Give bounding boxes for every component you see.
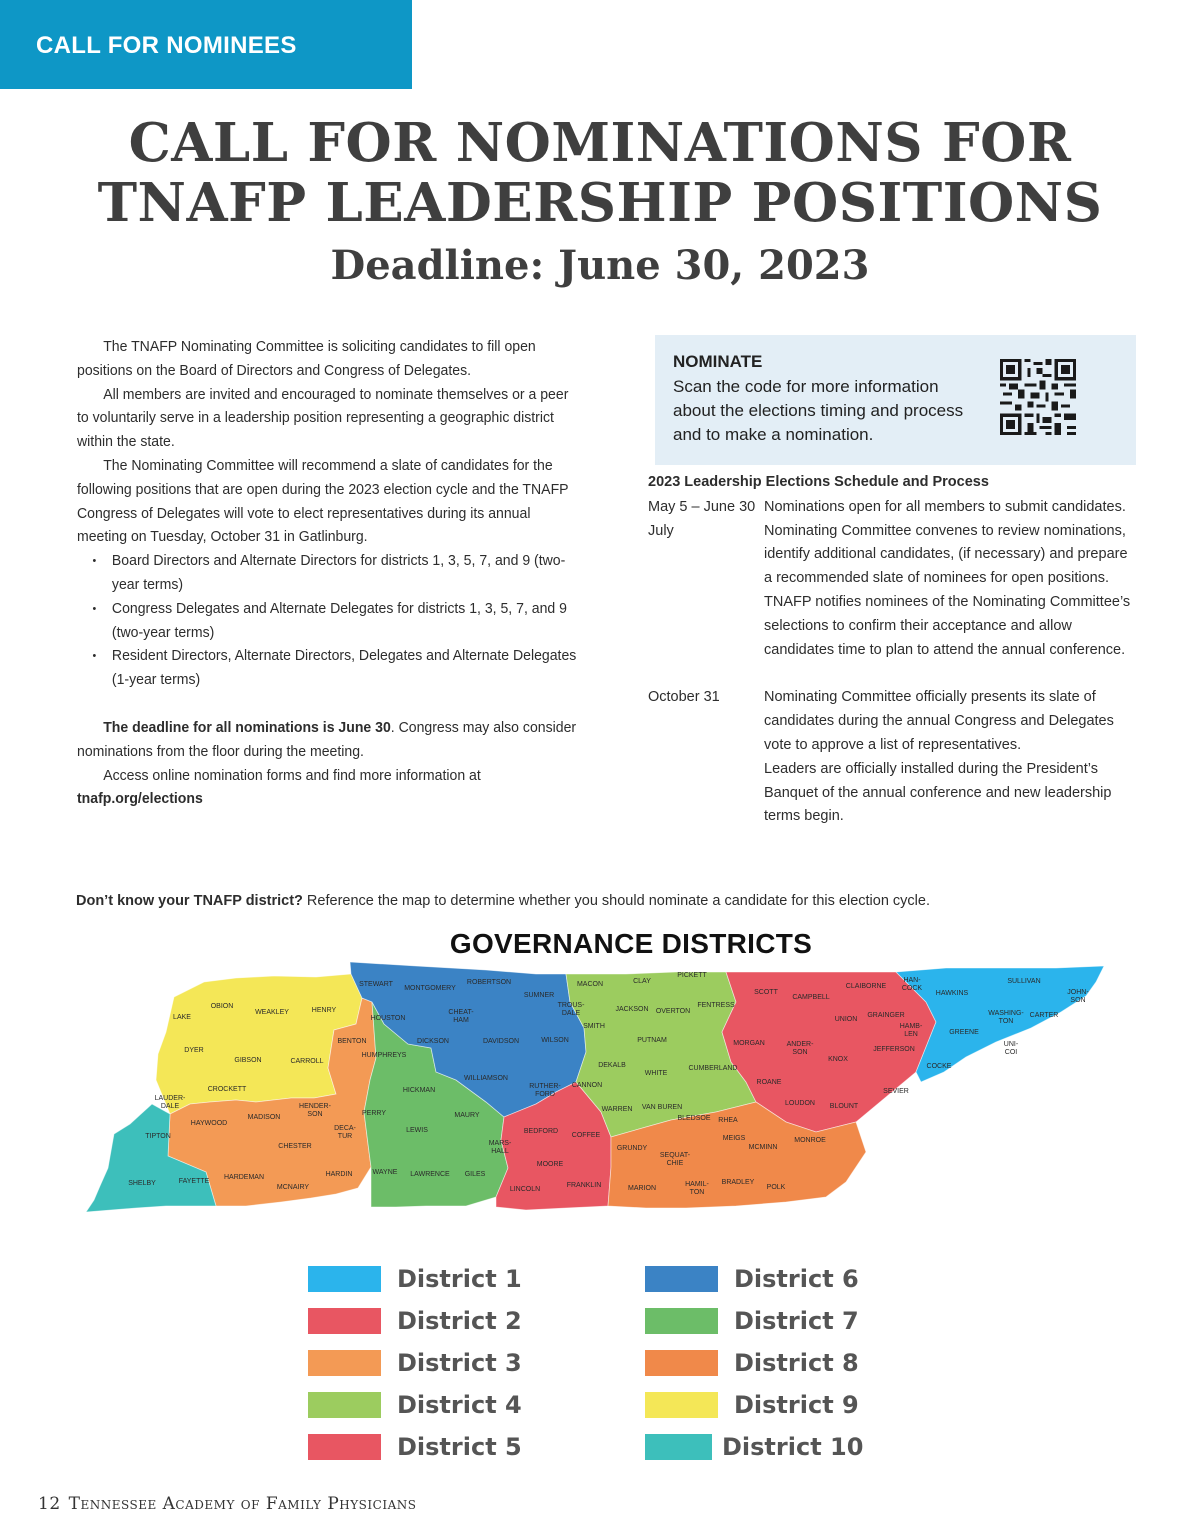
legend-label: District 4 (397, 1391, 522, 1419)
county-label: FRANKLIN (566, 1182, 602, 1189)
intro-paragraph-1: The TNAFP Nominating Committee is soliciting candidates to fill open positions on the Board of Directors and Congress of Delegates. (77, 339, 536, 379)
county-label: RHEA (718, 1117, 738, 1124)
county-label: KNOX (828, 1056, 848, 1063)
county-label: DAVIDSON (482, 1038, 520, 1045)
county-label: MONROE (794, 1137, 826, 1144)
map-note-bold: Don’t know your TNAFP district? (76, 893, 303, 909)
schedule-heading: 2023 Leadership Elections Schedule and Process (648, 474, 989, 490)
county-label: CHEAT-HAM (448, 1009, 474, 1024)
county-label: DICKSON (417, 1038, 449, 1045)
county-label: LINCOLN (509, 1186, 541, 1193)
legend-swatch (645, 1350, 718, 1376)
legend-label: District 5 (397, 1433, 522, 1461)
county-label: JACKSON (615, 1006, 649, 1013)
nominate-heading: NOMINATE (673, 352, 763, 371)
legend-label: District 7 (734, 1307, 859, 1335)
county-label: MARION (628, 1185, 656, 1192)
schedule-text: Leaders are officially installed during the President’s Banquet of the annual conference and new leadership terms begin. (764, 760, 1112, 825)
county-label: MCNAIRY (276, 1184, 310, 1191)
county-label: LAUDER-DALE (154, 1095, 186, 1110)
nominate-callout (655, 335, 1136, 465)
county-label: POLK (766, 1184, 786, 1191)
county-label: WILLIAMSON (464, 1075, 508, 1082)
legend-item (645, 1258, 863, 1300)
county-label: DECA-TUR (334, 1125, 356, 1140)
county-label: COCKE (926, 1063, 952, 1070)
county-label: SHELBY (128, 1180, 156, 1187)
county-label: BLOUNT (829, 1103, 859, 1110)
list-item: • Board Directors and Alternate Directors for districts 1, 3, 5, 7, and 9 (two-year terms) (93, 550, 577, 598)
schedule-text: Nominations open for all members to submit candidates. (764, 498, 1126, 515)
county-label: UNI-COI (1003, 1041, 1019, 1056)
county-label: MARS-HALL (488, 1140, 512, 1155)
county-label: FENTRESS (697, 1002, 735, 1009)
county-label: WAYNE (372, 1169, 398, 1176)
map-note-rest: Reference the map to determine whether you should nominate a candidate for this election cycle. (302, 893, 930, 909)
county-label: HENDER-SON (299, 1103, 331, 1118)
county-label: LAKE (173, 1014, 191, 1021)
map-title: GOVERNANCE DISTRICTS (449, 928, 813, 959)
county-label: BRADLEY (721, 1179, 755, 1186)
legend-swatch (645, 1392, 718, 1418)
legend-label: District 1 (397, 1265, 522, 1293)
legend-label: District 6 (734, 1265, 859, 1293)
schedule-text: Nominating Committee officially presents its slate of candidates during the annual Congress and Delegates vote to approve a list of representatives. (764, 689, 1114, 753)
county-label: ROANE (756, 1079, 782, 1086)
page-title-line-1: CALL FOR NOMINATIONS FOR (128, 112, 1072, 174)
county-label: WEAKLEY (255, 1009, 289, 1016)
deadline-subtitle: Deadline: June 30, 2023 (330, 242, 870, 289)
county-label: OVERTON (655, 1008, 691, 1015)
qr-code-icon[interactable] (1000, 359, 1076, 435)
county-label: COFFEE (571, 1132, 601, 1139)
county-label: HENRY (311, 1007, 337, 1014)
legend-swatch (308, 1392, 381, 1418)
publication-name: Tennessee Academy of Family Physicians (68, 1494, 417, 1514)
legend-item (645, 1342, 863, 1384)
county-label: HUMPHREYS (361, 1052, 407, 1059)
legend-item (308, 1426, 522, 1468)
deadline-bold-text: The deadline for all nominations is June 30 (103, 719, 391, 736)
schedule-date: May 5 – June 30 (648, 498, 756, 515)
legend-swatch (645, 1266, 718, 1292)
county-label: DEKALB (598, 1062, 626, 1069)
county-label: RUTHER-FORD (529, 1083, 561, 1098)
county-label: FAYETTE (178, 1178, 210, 1185)
county-label: MACON (576, 981, 604, 988)
county-label: JOHN-SON (1067, 989, 1089, 1004)
schedule-date: October 31 (648, 689, 720, 706)
legend-label: District 3 (397, 1349, 522, 1377)
county-label: CARTER (1029, 1012, 1059, 1019)
county-label: GILES (464, 1171, 486, 1178)
county-label: HAWKINS (935, 990, 969, 997)
district-legend-right (645, 1258, 863, 1468)
county-label: LAWRENCE (410, 1171, 450, 1178)
county-label: BLEDSOE (677, 1115, 711, 1122)
county-label: PERRY (362, 1110, 386, 1117)
list-item: • Resident Directors, Alternate Directors, Delegates and Alternate Delegates (1-year terms) (93, 645, 577, 693)
legend-swatch (308, 1350, 381, 1376)
intro-paragraph-3: The Nominating Committee will recommend a slate of candidates for the following positions that are open during the 2023 election cycle and the TNAFP Congress of Delegates will vote to elect representatives during its annual meeting on Tuesday, October 31 in Gatlinburg. (77, 457, 569, 546)
schedule-row (648, 686, 1138, 829)
county-label: SEVIER (883, 1088, 909, 1095)
county-label: SEQUAT-CHIE (659, 1152, 691, 1167)
page-title-line-2: TNAFP LEADERSHIP POSITIONS (97, 172, 1103, 234)
legend-swatch (645, 1434, 712, 1460)
county-label: MAURY (454, 1112, 480, 1119)
legend-label: District 10 (722, 1433, 864, 1461)
county-label: HARDEMAN (223, 1174, 265, 1181)
county-label: CLAY (633, 978, 651, 985)
schedule-text: Nominating Committee convenes to review nominations, identify additional candidates, (if necessary) and prepare a recommended slate of nominees for open positions. TNAFP notifies nominees of the Nominating Committee’s selections to confirm their acceptance and allow candidates time to plan to attend the annual conference. (764, 522, 1131, 658)
legend-swatch (308, 1308, 381, 1334)
county-label: WARREN (601, 1106, 633, 1113)
county-label: HAMB-LEN (899, 1023, 923, 1038)
legend-swatch (308, 1266, 381, 1292)
county-label: HAYWOOD (190, 1120, 228, 1127)
intro-paragraph-2: All members are invited and encouraged to nominate themselves or a peer to voluntarily serve in a leadership position representing a geographic district within the state. (77, 386, 569, 451)
legend-item (308, 1384, 522, 1426)
legend-item (645, 1384, 863, 1426)
schedule-row (648, 520, 1138, 663)
legend-item (645, 1426, 863, 1468)
legend-swatch (308, 1434, 381, 1460)
county-label: WASHING-TON (988, 1010, 1024, 1025)
page-footer (38, 1494, 416, 1514)
county-label: HOUSTON (370, 1015, 406, 1022)
intro-column (77, 336, 577, 812)
county-label: MORGAN (733, 1040, 765, 1047)
county-label: TROUS-DALE (557, 1002, 585, 1017)
county-label: TIPTON (145, 1133, 171, 1140)
nominate-text: Scan the code for more information about the elections timing and process and to make a nomination. (673, 377, 964, 444)
county-label: OBION (210, 1003, 234, 1010)
county-label: GRAINGER (867, 1012, 905, 1019)
deadline-paragraph (77, 717, 577, 765)
open-positions-list (93, 550, 577, 693)
access-text: Access online nomination forms and find more information at (103, 767, 481, 784)
county-label: PUTNAM (637, 1037, 667, 1044)
county-label: BENTON (337, 1038, 367, 1045)
county-label: CAMPBELL (792, 994, 830, 1001)
section-tab (0, 0, 412, 89)
county-label: HAN-COCK (901, 977, 923, 992)
legend-item (308, 1258, 522, 1300)
county-label: MEIGS (722, 1135, 746, 1142)
access-paragraph (77, 765, 577, 813)
elections-link[interactable]: tnafp.org/elections (77, 791, 203, 808)
county-label: HAMIL-TON (685, 1181, 709, 1196)
county-label: MCMINN (748, 1144, 778, 1151)
county-label: LOUDON (785, 1100, 815, 1107)
legend-label: District 9 (734, 1391, 859, 1419)
county-label: WHITE (644, 1070, 668, 1077)
legend-label: District 2 (397, 1307, 522, 1335)
county-label: CARROLL (290, 1058, 324, 1065)
county-label: BEDFORD (523, 1128, 559, 1135)
county-label: STEWART (359, 981, 393, 988)
county-label: MOORE (536, 1161, 564, 1168)
legend-label: District 8 (734, 1349, 859, 1377)
county-label: CUMBERLAND (688, 1065, 738, 1072)
county-label: LEWIS (406, 1127, 428, 1134)
county-label: DYER (184, 1047, 204, 1054)
legend-item (308, 1300, 522, 1342)
section-tab-label: CALL FOR NOMINEES (36, 32, 297, 59)
county-label: VAN BUREN (641, 1104, 683, 1111)
county-label: GREENE (949, 1029, 979, 1036)
county-label: GRUNDY (616, 1145, 648, 1152)
legend-item (645, 1300, 863, 1342)
district-legend-left (308, 1258, 522, 1468)
schedule-row (648, 496, 1138, 520)
county-label: SMITH (583, 1023, 605, 1030)
county-label: ANDER-SON (786, 1041, 814, 1056)
county-label: PICKETT (677, 972, 707, 979)
county-label: JEFFERSON (873, 1046, 915, 1053)
county-label: HARDIN (325, 1171, 353, 1178)
county-label: CLAIBORNE (845, 983, 887, 990)
county-label: SULLIVAN (1007, 978, 1041, 985)
county-label: GIBSON (234, 1057, 262, 1064)
county-label: HICKMAN (402, 1087, 436, 1094)
district-9-region (156, 974, 362, 1114)
legend-swatch (645, 1308, 718, 1334)
county-label: SCOTT (754, 989, 778, 996)
map-note (76, 890, 930, 912)
county-label: CROCKETT (207, 1086, 247, 1093)
county-label: UNION (834, 1016, 858, 1023)
list-item: • Congress Delegates and Alternate Delegates for districts 1, 3, 5, 7, and 9 (two-year terms) (93, 598, 577, 646)
tennessee-district-map (86, 962, 1106, 1218)
schedule-date: July (648, 522, 674, 539)
county-label: SUMNER (523, 992, 555, 999)
county-label: CHESTER (278, 1143, 312, 1150)
county-label: MADISON (247, 1114, 281, 1121)
county-label: WILSON (541, 1037, 569, 1044)
county-label: MONTGOMERY (404, 985, 456, 992)
page-number: 12 (38, 1494, 61, 1514)
county-label: ROBERTSON (466, 979, 512, 986)
deadline-rest-text: . Congress may also consider nominations from the floor during the meeting. (77, 719, 577, 760)
county-label: CANNON (571, 1082, 603, 1089)
legend-item (308, 1342, 522, 1384)
elections-schedule (648, 471, 1138, 829)
